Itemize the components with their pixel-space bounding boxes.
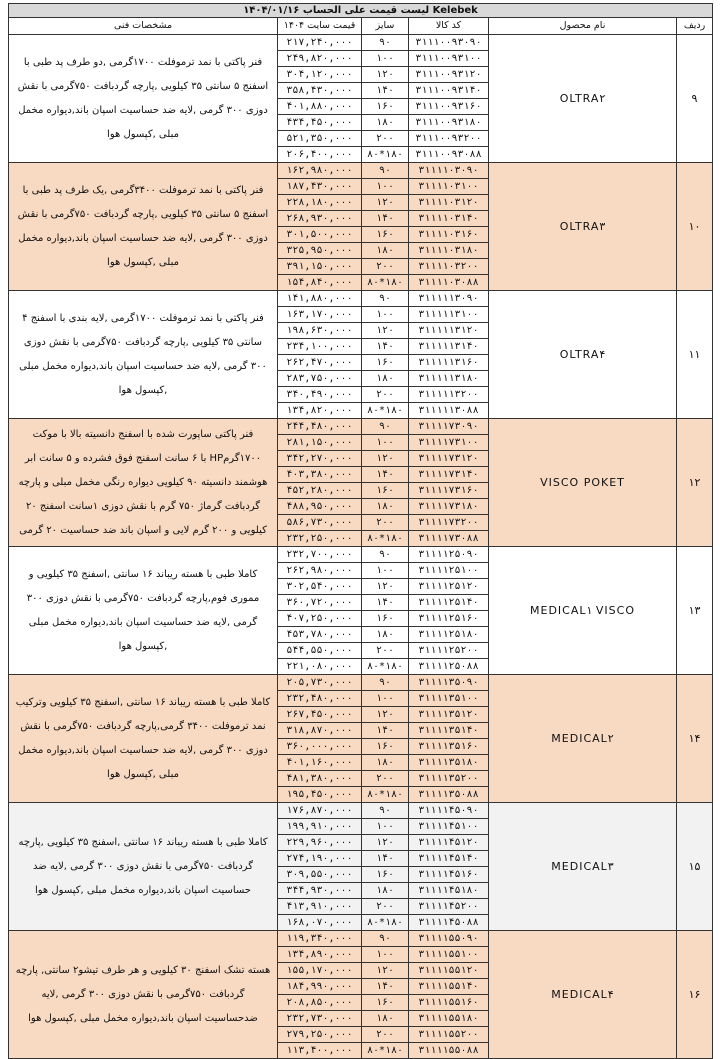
code-cell: ۳۱۱۱۰۰۹۳۲۰۰ — [409, 131, 489, 147]
size-cell: ۱۰۰ — [362, 947, 409, 963]
product-spec: هسته تشک اسفنج ۳۰ کیلویی و هر طرف تیشو۲ سانتی, پارچه گردبافت ۷۵۰گرمی با نقش دوزی ۳۰۰ گرمی ,لایه ضدحساسیت اسپان باند,دیواره مخمل مبلی ,کپسول هوا — [9, 931, 278, 1059]
price-cell: ۵۸۶,۷۳۰,۰۰۰ — [278, 515, 362, 531]
price-cell: ۴۰۳,۳۸۰,۰۰۰ — [278, 467, 362, 483]
table-row — [9, 547, 713, 563]
size-cell: ۱۸۰ — [362, 883, 409, 899]
size-cell: ۹۰ — [362, 35, 409, 51]
code-cell: ۳۱۱۱۰۰۹۳۱۸۰ — [409, 115, 489, 131]
code-cell: ۳۱۱۱۱۲۵۱۲۰ — [409, 579, 489, 595]
code-cell: ۳۱۱۱۱۷۳۲۰۰ — [409, 515, 489, 531]
code-cell: ۳۱۱۱۱۳۵۰۹۰ — [409, 675, 489, 691]
size-cell: ۱۸۰ — [362, 371, 409, 387]
size-cell: ۲۰۰ — [362, 643, 409, 659]
product-spec: فنر پاکتی با نمد ترموفلت ۳۴۰۰گرمی ,یک طرف پد طبی با اسفنج ۵ سانتی ۳۵ کیلویی ,پارچه گردبافت ۷۵۰گرمی با نقش دوزی ۳۰۰ گرمی ,لایه ضد حساسیت اسپان باند,دیواره مخمل مبلی ,کپسول هوا — [9, 163, 278, 291]
size-cell: ۱۰۰ — [362, 563, 409, 579]
price-cell: ۲۷۹,۲۵۰,۰۰۰ — [278, 1027, 362, 1043]
price-cell: ۲۰۸,۸۵۰,۰۰۰ — [278, 995, 362, 1011]
code-cell: ۳۱۱۱۱۳۵۱۲۰ — [409, 707, 489, 723]
code-cell: ۳۱۱۱۰۰۹۳۰۸۸ — [409, 147, 489, 163]
price-cell: ۲۰۵,۷۳۰,۰۰۰ — [278, 675, 362, 691]
price-cell: ۵۲۱,۳۵۰,۰۰۰ — [278, 131, 362, 147]
price-cell: ۳۴۴,۹۳۰,۰۰۰ — [278, 883, 362, 899]
price-cell: ۱۵۴,۸۴۰,۰۰۰ — [278, 275, 362, 291]
table-row — [9, 803, 713, 819]
size-cell: ۱۶۰ — [362, 867, 409, 883]
price-cell: ۳۴۰,۴۹۰,۰۰۰ — [278, 387, 362, 403]
title-row — [9, 4, 713, 18]
size-cell: ۱۴۰ — [362, 211, 409, 227]
product-name: MEDICAL۱ VISCO — [489, 547, 677, 675]
code-cell: ۳۱۱۱۱۲۵۱۸۰ — [409, 627, 489, 643]
size-cell: ۲۰۰ — [362, 515, 409, 531]
code-cell: ۳۱۱۱۱۰۳۰۹۰ — [409, 163, 489, 179]
size-cell: ۹۰ — [362, 931, 409, 947]
size-cell: ۹۰ — [362, 675, 409, 691]
size-cell: ۱۰۰ — [362, 179, 409, 195]
product-spec: فنر پاکتی با نمد ترموفلت ۱۷۰۰گرمی ,دو طرف پد طبی با اسفنج ۵ سانتی ۳۵ کیلویی ,پارچه گردبافت ۷۵۰گرمی با نقش دوزی ۳۰۰ گرمی ,لایه ضد حساسیت اسپان باند,دیواره مخمل مبلی ,کپسول هوا — [9, 35, 278, 163]
price-cell: ۳۰۱,۵۰۰,۰۰۰ — [278, 227, 362, 243]
code-cell: ۳۱۱۱۱۴۵۱۸۰ — [409, 883, 489, 899]
code-cell: ۳۱۱۱۱۱۳۱۸۰ — [409, 371, 489, 387]
price-cell: ۳۵۸,۴۳۰,۰۰۰ — [278, 83, 362, 99]
code-cell: ۳۱۱۱۱۱۳۰۹۰ — [409, 291, 489, 307]
size-cell: ۱۸۰ — [362, 243, 409, 259]
size-cell: ۲۰۰ — [362, 259, 409, 275]
code-cell: ۳۱۱۱۱۲۵۰۸۸ — [409, 659, 489, 675]
size-cell: ۱۸۰ — [362, 1011, 409, 1027]
code-cell: ۳۱۱۱۱۰۳۱۲۰ — [409, 195, 489, 211]
size-cell: ۹۰ — [362, 163, 409, 179]
code-cell: ۳۱۱۱۱۳۵۱۸۰ — [409, 755, 489, 771]
code-cell: ۳۱۱۱۱۴۵۱۴۰ — [409, 851, 489, 867]
size-cell: ۹۰ — [362, 803, 409, 819]
price-cell: ۱۹۹,۹۱۰,۰۰۰ — [278, 819, 362, 835]
price-cell: ۲۷۴,۱۹۰,۰۰۰ — [278, 851, 362, 867]
code-cell: ۳۱۱۱۱۲۵۱۰۰ — [409, 563, 489, 579]
size-cell: ۱۴۰ — [362, 595, 409, 611]
price-cell: ۴۵۳,۷۸۰,۰۰۰ — [278, 627, 362, 643]
product-name: MEDICAL۳ — [489, 803, 677, 931]
size-cell: ۱۰۰ — [362, 307, 409, 323]
code-cell: ۳۱۱۱۱۴۵۱۶۰ — [409, 867, 489, 883]
code-cell: ۳۱۱۱۱۰۳۲۰۰ — [409, 259, 489, 275]
code-cell: ۳۱۱۱۱۳۵۱۶۰ — [409, 739, 489, 755]
size-cell: ۸۰*۱۸۰ — [362, 531, 409, 547]
code-cell: ۳۱۱۱۱۵۵۱۸۰ — [409, 1011, 489, 1027]
size-cell: ۱۴۰ — [362, 979, 409, 995]
size-cell: ۱۸۰ — [362, 115, 409, 131]
size-cell: ۹۰ — [362, 419, 409, 435]
code-cell: ۳۱۱۱۱۳۵۰۸۸ — [409, 787, 489, 803]
table-row — [9, 291, 713, 307]
code-cell: ۳۱۱۱۱۴۵۱۲۰ — [409, 835, 489, 851]
size-cell: ۱۲۰ — [362, 579, 409, 595]
size-cell: ۱۴۰ — [362, 851, 409, 867]
code-cell: ۳۱۱۱۱۵۵۰۹۰ — [409, 931, 489, 947]
price-cell: ۱۱۳,۴۰۰,۰۰۰ — [278, 1043, 362, 1059]
product-spec: فنر پاکتی با نمد ترموفلت ۱۷۰۰گرمی ,لایه بندی با اسفنج ۴ سانتی ۳۵ کیلویی ,پارچه گردبافت ۷۵۰گرمی با نقش دوزی ۳۰۰ گرمی ,لایه ضد حساسیت اسپان باند,دیواره مخمل مبلی ,کپسول هوا — [9, 291, 278, 419]
size-cell: ۱۴۰ — [362, 723, 409, 739]
code-cell: ۳۱۱۱۱۷۳۱۲۰ — [409, 451, 489, 467]
price-cell: ۴۸۱,۳۸۰,۰۰۰ — [278, 771, 362, 787]
code-cell: ۳۱۱۱۱۲۵۲۰۰ — [409, 643, 489, 659]
size-cell: ۸۰*۱۸۰ — [362, 275, 409, 291]
price-cell: ۴۸۸,۹۵۰,۰۰۰ — [278, 499, 362, 515]
price-cell: ۳۶۰,۰۰۰,۰۰۰ — [278, 739, 362, 755]
code-cell: ۳۱۱۱۱۱۳۱۰۰ — [409, 307, 489, 323]
table-row — [9, 35, 713, 51]
price-cell: ۲۶۸,۹۳۰,۰۰۰ — [278, 211, 362, 227]
size-cell: ۱۲۰ — [362, 195, 409, 211]
price-cell: ۱۸۷,۴۳۰,۰۰۰ — [278, 179, 362, 195]
size-cell: ۱۲۰ — [362, 707, 409, 723]
price-cell: ۲۳۴,۱۰۰,۰۰۰ — [278, 339, 362, 355]
price-cell: ۱۶۸,۰۷۰,۰۰۰ — [278, 915, 362, 931]
table-row — [9, 931, 713, 947]
code-cell: ۳۱۱۱۱۱۳۰۸۸ — [409, 403, 489, 419]
code-cell: ۳۱۱۱۱۵۵۱۴۰ — [409, 979, 489, 995]
price-cell: ۴۰۱,۱۶۰,۰۰۰ — [278, 755, 362, 771]
code-cell: ۳۱۱۱۱۱۳۱۲۰ — [409, 323, 489, 339]
price-cell: ۲۶۲,۴۷۰,۰۰۰ — [278, 355, 362, 371]
price-cell: ۱۹۸,۶۳۰,۰۰۰ — [278, 323, 362, 339]
header-index: ردیف — [677, 18, 713, 35]
price-cell: ۱۷۶,۸۷۰,۰۰۰ — [278, 803, 362, 819]
size-cell: ۱۶۰ — [362, 99, 409, 115]
row-index: ۱۲ — [677, 419, 713, 547]
price-cell: ۳۰۹,۵۵۰,۰۰۰ — [278, 867, 362, 883]
size-cell: ۱۰۰ — [362, 819, 409, 835]
product-spec: کاملا طبی با هسته ریباند ۱۶ سانتی ,اسفنج ۳۵ کیلویی ,پارچه گردبافت ۷۵۰گرمی با نقش دوزی ۳۰۰ گرمی ,لایه ضد حساسیت اسپان باند,دیواره مخمل مبلی ,کپسول هوا — [9, 803, 278, 931]
price-cell: ۳۰۴,۱۲۰,۰۰۰ — [278, 67, 362, 83]
code-cell: ۳۱۱۱۱۷۳۰۸۸ — [409, 531, 489, 547]
price-cell: ۳۶۰,۷۲۰,۰۰۰ — [278, 595, 362, 611]
code-cell: ۳۱۱۱۱۲۵۰۹۰ — [409, 547, 489, 563]
header-code: کد کالا — [409, 18, 489, 35]
price-cell: ۲۸۳,۷۵۰,۰۰۰ — [278, 371, 362, 387]
price-cell: ۲۶۲,۹۸۰,۰۰۰ — [278, 563, 362, 579]
price-cell: ۲۳۲,۲۵۰,۰۰۰ — [278, 531, 362, 547]
size-cell: ۸۰*۱۸۰ — [362, 915, 409, 931]
code-cell: ۳۱۱۱۱۳۵۲۰۰ — [409, 771, 489, 787]
size-cell: ۲۰۰ — [362, 1027, 409, 1043]
row-index: ۱۴ — [677, 675, 713, 803]
code-cell: ۳۱۱۱۰۰۹۳۱۰۰ — [409, 51, 489, 67]
code-cell: ۳۱۱۱۱۵۵۰۸۸ — [409, 1043, 489, 1059]
row-index: ۱۶ — [677, 931, 713, 1059]
size-cell: ۸۰*۱۸۰ — [362, 787, 409, 803]
size-cell: ۲۰۰ — [362, 771, 409, 787]
price-list-sheet — [8, 3, 712, 1059]
code-cell: ۳۱۱۱۱۴۵۱۰۰ — [409, 819, 489, 835]
size-cell: ۱۲۰ — [362, 963, 409, 979]
price-cell: ۲۴۹,۸۲۰,۰۰۰ — [278, 51, 362, 67]
price-cell: ۲۶۷,۴۵۰,۰۰۰ — [278, 707, 362, 723]
header-size: سایز — [362, 18, 409, 35]
size-cell: ۹۰ — [362, 291, 409, 307]
code-cell: ۳۱۱۱۱۰۳۱۶۰ — [409, 227, 489, 243]
row-index: ۱۵ — [677, 803, 713, 931]
price-cell: ۱۶۲,۹۸۰,۰۰۰ — [278, 163, 362, 179]
row-index: ۱۱ — [677, 291, 713, 419]
price-cell: ۲۱۷,۲۴۰,۰۰۰ — [278, 35, 362, 51]
size-cell: ۱۴۰ — [362, 339, 409, 355]
size-cell: ۸۰*۱۸۰ — [362, 147, 409, 163]
code-cell: ۳۱۱۱۰۰۹۳۱۴۰ — [409, 83, 489, 99]
size-cell: ۲۰۰ — [362, 899, 409, 915]
price-cell: ۳۱۸,۸۷۰,۰۰۰ — [278, 723, 362, 739]
price-cell: ۱۸۴,۹۹۰,۰۰۰ — [278, 979, 362, 995]
code-cell: ۳۱۱۱۱۳۵۱۰۰ — [409, 691, 489, 707]
code-cell: ۳۱۱۱۱۱۳۱۶۰ — [409, 355, 489, 371]
table-row — [9, 419, 713, 435]
price-cell: ۲۴۴,۴۸۰,۰۰۰ — [278, 419, 362, 435]
code-cell: ۳۱۱۱۱۲۵۱۶۰ — [409, 611, 489, 627]
price-cell: ۱۶۳,۱۷۰,۰۰۰ — [278, 307, 362, 323]
size-cell: ۸۰*۱۸۰ — [362, 659, 409, 675]
code-cell: ۳۱۱۱۱۴۵۲۰۰ — [409, 899, 489, 915]
code-cell: ۳۱۱۱۱۴۵۰۹۰ — [409, 803, 489, 819]
price-cell: ۱۳۴,۸۲۰,۰۰۰ — [278, 403, 362, 419]
size-cell: ۱۸۰ — [362, 755, 409, 771]
code-cell: ۳۱۱۱۱۱۳۱۴۰ — [409, 339, 489, 355]
product-name: MEDICAL۴ — [489, 931, 677, 1059]
price-cell: ۴۰۱,۸۸۰,۰۰۰ — [278, 99, 362, 115]
size-cell: ۸۰*۱۸۰ — [362, 1043, 409, 1059]
price-cell: ۳۰۲,۵۴۰,۰۰۰ — [278, 579, 362, 595]
product-spec: کاملا طبی با هسته ریباند ۱۶ سانتی ,اسفنج ۳۵ کیلویی وترکیب نمد ترموفلت ۳۴۰۰ گرمی,پارچه گردبافت ۷۵۰گرمی با نقش دوزی ۳۰۰ گرمی ,لایه ضد حساسیت اسپان باند,دیواره مخمل مبلی ,کپسول هوا — [9, 675, 278, 803]
price-cell: ۲۳۲,۷۳۰,۰۰۰ — [278, 1011, 362, 1027]
price-cell: ۱۱۹,۳۴۰,۰۰۰ — [278, 931, 362, 947]
code-cell: ۳۱۱۱۰۰۹۳۱۲۰ — [409, 67, 489, 83]
price-cell: ۱۳۴,۸۹۰,۰۰۰ — [278, 947, 362, 963]
size-cell: ۹۰ — [362, 547, 409, 563]
code-cell: ۳۱۱۱۱۰۳۰۸۸ — [409, 275, 489, 291]
price-cell: ۴۱۳,۹۱۰,۰۰۰ — [278, 899, 362, 915]
size-cell: ۱۶۰ — [362, 227, 409, 243]
price-cell: ۴۳۴,۴۵۰,۰۰۰ — [278, 115, 362, 131]
code-cell: ۳۱۱۱۱۷۳۱۸۰ — [409, 499, 489, 515]
price-cell: ۲۲۱,۰۸۰,۰۰۰ — [278, 659, 362, 675]
code-cell: ۳۱۱۱۱۷۳۱۴۰ — [409, 467, 489, 483]
table-row — [9, 163, 713, 179]
size-cell: ۱۰۰ — [362, 435, 409, 451]
product-name: OLTRA۴ — [489, 291, 677, 419]
size-cell: ۱۶۰ — [362, 355, 409, 371]
product-name: OLTRA۲ — [489, 35, 677, 163]
size-cell: ۱۲۰ — [362, 323, 409, 339]
header-product: نام محصول — [489, 18, 677, 35]
code-cell: ۳۱۱۱۱۵۵۱۶۰ — [409, 995, 489, 1011]
size-cell: ۱۶۰ — [362, 611, 409, 627]
product-spec: فنر پاکتی ساپورت شده با اسفنج دانسیته بالا با موکت ۱۷۰۰گرمHP با ۶ سانت اسفنج فوق فشرده و ۵ سانت ابر هوشمند دانسیته ۹۰ کیلویی دیواره رنگی مخمل مبلی و پارچه گردبافت گرماژ ۷۵۰ گرم با نقش دوزی ۱سانت اسفنج ۲۰ کیلویی و ۲۰۰ گرم لایی و اسپان باند ضد حساسیت ۲۰ گرمی — [9, 419, 278, 547]
size-cell: ۱۴۰ — [362, 467, 409, 483]
price-cell: ۲۳۲,۷۰۰,۰۰۰ — [278, 547, 362, 563]
product-name: VISCO POKET — [489, 419, 677, 547]
row-index: ۹ — [677, 35, 713, 163]
header-specs: مشخصات فنی — [9, 18, 278, 35]
product-name: OLTRA۳ — [489, 163, 677, 291]
size-cell: ۱۶۰ — [362, 483, 409, 499]
code-cell: ۳۱۱۱۱۰۳۱۴۰ — [409, 211, 489, 227]
row-index: ۱۰ — [677, 163, 713, 291]
product-spec: کاملا طبی با هسته ریباند ۱۶ سانتی ,اسفنج ۳۵ کیلویی و مموری فوم,پارچه گردبافت ۷۵۰گرمی با نقش دوزی ۳۰۰ گرمی ,لایه ضد حساسیت اسپان باند,دیواره مخمل مبلی ,کپسول هوا — [9, 547, 278, 675]
size-cell: ۱۶۰ — [362, 739, 409, 755]
table-row — [9, 675, 713, 691]
price-cell: ۳۹۱,۱۵۰,۰۰۰ — [278, 259, 362, 275]
size-cell: ۱۲۰ — [362, 451, 409, 467]
code-cell: ۳۱۱۱۱۰۳۱۰۰ — [409, 179, 489, 195]
size-cell: ۱۲۰ — [362, 835, 409, 851]
size-cell: ۲۰۰ — [362, 131, 409, 147]
header-row — [9, 18, 713, 35]
price-cell: ۲۸۱,۱۵۰,۰۰۰ — [278, 435, 362, 451]
price-cell: ۲۳۲,۴۸۰,۰۰۰ — [278, 691, 362, 707]
code-cell: ۳۱۱۱۱۱۳۲۰۰ — [409, 387, 489, 403]
code-cell: ۳۱۱۱۱۷۳۱۰۰ — [409, 435, 489, 451]
size-cell: ۱۴۰ — [362, 83, 409, 99]
code-cell: ۳۱۱۱۱۰۳۱۸۰ — [409, 243, 489, 259]
code-cell: ۳۱۱۱۱۵۵۱۰۰ — [409, 947, 489, 963]
price-cell: ۲۲۸,۱۸۰,۰۰۰ — [278, 195, 362, 211]
size-cell: ۱۰۰ — [362, 51, 409, 67]
code-cell: ۳۱۱۱۱۳۵۱۴۰ — [409, 723, 489, 739]
size-cell: ۱۲۰ — [362, 67, 409, 83]
size-cell: ۱۰۰ — [362, 691, 409, 707]
code-cell: ۳۱۱۱۱۵۵۱۲۰ — [409, 963, 489, 979]
size-cell: ۱۸۰ — [362, 499, 409, 515]
price-cell: ۲۲۹,۹۶۰,۰۰۰ — [278, 835, 362, 851]
size-cell: ۱۸۰ — [362, 627, 409, 643]
header-price: قیمت سایت ۱۴۰۴ — [278, 18, 362, 35]
code-cell: ۳۱۱۱۰۰۹۳۱۶۰ — [409, 99, 489, 115]
price-cell: ۳۴۲,۲۷۰,۰۰۰ — [278, 451, 362, 467]
size-cell: ۱۶۰ — [362, 995, 409, 1011]
code-cell: ۳۱۱۱۱۷۳۰۹۰ — [409, 419, 489, 435]
product-name: MEDICAL۲ — [489, 675, 677, 803]
code-cell: ۳۱۱۱۱۲۵۱۴۰ — [409, 595, 489, 611]
price-cell: ۳۲۵,۹۵۰,۰۰۰ — [278, 243, 362, 259]
price-cell: ۲۰۶,۴۰۰,۰۰۰ — [278, 147, 362, 163]
size-cell: ۸۰*۱۸۰ — [362, 403, 409, 419]
price-cell: ۵۴۴,۵۵۰,۰۰۰ — [278, 643, 362, 659]
price-cell: ۱۹۵,۴۵۰,۰۰۰ — [278, 787, 362, 803]
code-cell: ۳۱۱۱۰۰۹۳۰۹۰ — [409, 35, 489, 51]
code-cell: ۳۱۱۱۱۵۵۲۰۰ — [409, 1027, 489, 1043]
size-cell: ۲۰۰ — [362, 387, 409, 403]
price-cell: ۴۵۲,۲۸۰,۰۰۰ — [278, 483, 362, 499]
price-table — [8, 3, 713, 1059]
price-cell: ۴۰۷,۲۵۰,۰۰۰ — [278, 611, 362, 627]
code-cell: ۳۱۱۱۱۷۳۱۶۰ — [409, 483, 489, 499]
price-cell: ۱۴۱,۸۸۰,۰۰۰ — [278, 291, 362, 307]
row-index: ۱۳ — [677, 547, 713, 675]
page-title: لیست قیمت علی الحساب ۱۴۰۴/۰۱/۱۶ Kelebek — [9, 4, 713, 18]
code-cell: ۳۱۱۱۱۴۵۰۸۸ — [409, 915, 489, 931]
price-cell: ۱۵۵,۱۷۰,۰۰۰ — [278, 963, 362, 979]
